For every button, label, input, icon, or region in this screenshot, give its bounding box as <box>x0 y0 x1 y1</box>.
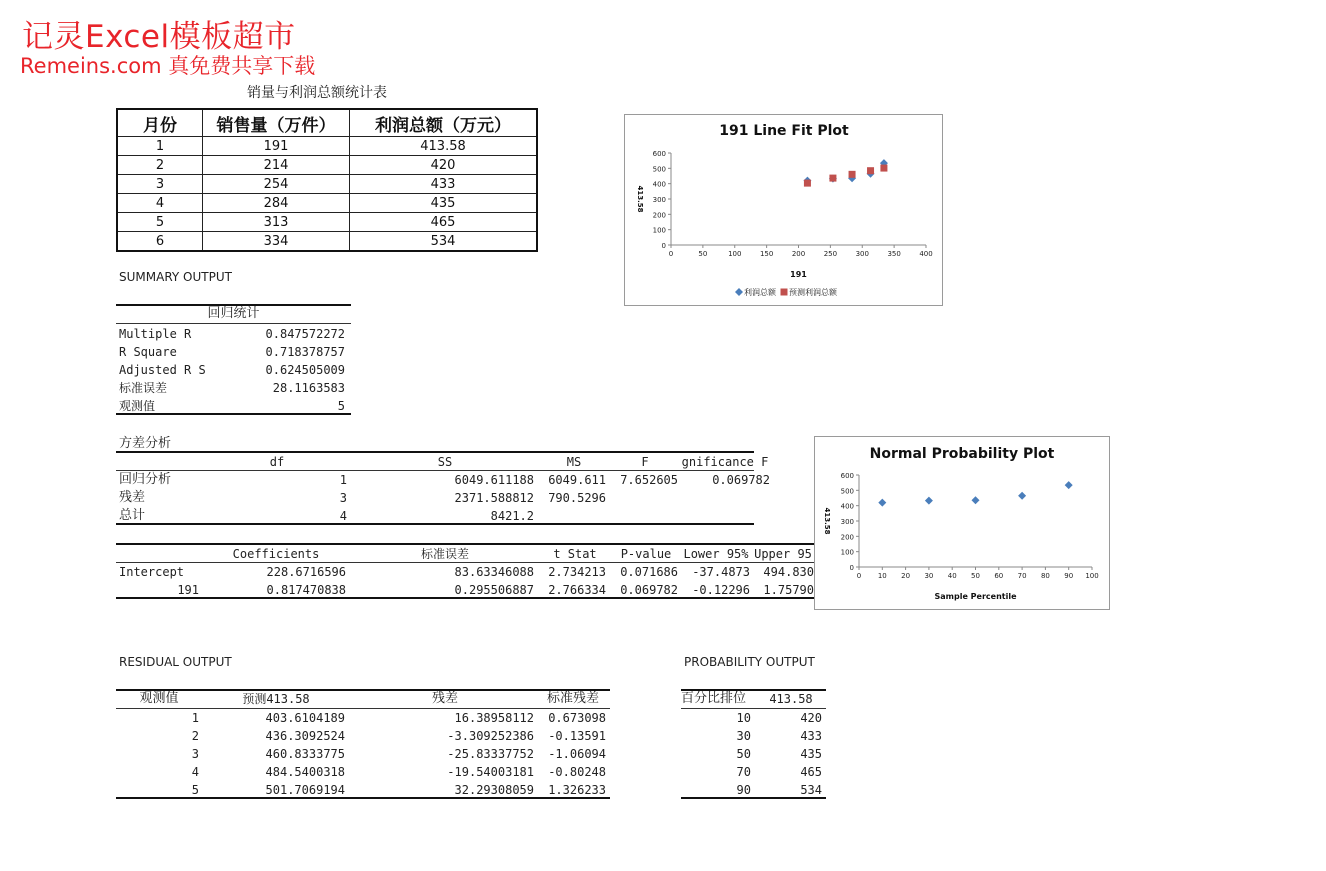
anova-row-label: 总计 <box>119 508 146 523</box>
legend-marker <box>735 288 743 296</box>
summary-label: Adjusted R S <box>119 363 206 377</box>
anova-header-cell: MS <box>566 455 582 469</box>
x-tick-label: 40 <box>947 572 957 580</box>
residual-value: -0.13591 <box>548 729 606 743</box>
data-point <box>878 499 886 507</box>
probability-value: 433 <box>800 729 822 743</box>
table-cell: 5 <box>117 213 203 232</box>
probability-value: 90 <box>736 783 751 797</box>
x-tick-label: 10 <box>877 572 887 580</box>
x-tick-label: 80 <box>1040 572 1050 580</box>
coef-value: 83.63346088 <box>454 565 534 579</box>
anova-value: 2371.588812 <box>454 491 534 505</box>
anova-header-cell: gnificance F <box>681 455 769 469</box>
x-tick-label: 50 <box>698 250 708 258</box>
normal-probability-plot-svg <box>815 437 1109 609</box>
watermark-title: 记灵Excel模板超市 <box>22 19 296 55</box>
y-tick-label: 100 <box>652 226 666 235</box>
residual-value: 484.5400318 <box>265 765 345 779</box>
legend-entry: 利润总额 <box>744 288 776 297</box>
anova-header-cell: F <box>641 455 649 469</box>
x-tick-label: 90 <box>1064 572 1074 580</box>
probability-value: 465 <box>800 765 822 779</box>
residual-value: -1.06094 <box>548 747 606 761</box>
data-point <box>880 165 887 172</box>
table-cell: 534 <box>350 232 538 252</box>
table-cell: 3 <box>117 175 203 194</box>
residual-value: 4 <box>191 765 199 779</box>
anova-value: 0.069782 <box>712 473 770 487</box>
table-cell: 214 <box>203 156 350 175</box>
residual-value: 403.6104189 <box>265 711 345 725</box>
residual-value: -3.309252386 <box>447 729 534 743</box>
table-row <box>117 156 537 175</box>
table-row <box>117 194 537 213</box>
probability-value: 50 <box>736 747 751 761</box>
probability-value: 420 <box>800 711 822 725</box>
x-tick-label: 30 <box>924 572 934 580</box>
anova-title: 方差分析 <box>119 436 172 451</box>
series-0 <box>803 159 888 184</box>
coef-header-cell: Coefficients <box>232 547 320 561</box>
table-cell: 1 <box>117 137 203 156</box>
residual-value: 2 <box>191 729 199 743</box>
coef-value: 0.069782 <box>620 583 678 597</box>
residual-value: -25.83337752 <box>447 747 534 761</box>
chart-title: Normal Probability Plot <box>869 446 1055 462</box>
residual-value: 460.8333775 <box>265 747 345 761</box>
residual-value: 436.3092524 <box>265 729 345 743</box>
y-tick-label: 400 <box>652 180 666 189</box>
data-point <box>1065 481 1073 489</box>
y-tick-label: 500 <box>840 487 854 496</box>
data-point <box>925 497 933 505</box>
watermark-subtitle: Remeins.com 真免费共享下载 <box>20 54 316 78</box>
coef-header-cell: Lower 95% <box>683 547 749 561</box>
series-0 <box>878 481 1072 506</box>
table-cell: 254 <box>203 175 350 194</box>
residual-value: 0.673098 <box>548 711 606 725</box>
residual-value: -19.54003181 <box>447 765 534 779</box>
line-fit-chart[interactable] <box>624 114 943 306</box>
residual-title: RESIDUAL OUTPUT <box>119 655 232 669</box>
probability-value: 30 <box>736 729 751 743</box>
table-cell: 4 <box>117 194 203 213</box>
anova-row-label: 回归分析 <box>119 472 172 487</box>
residual-value: 3 <box>191 747 199 761</box>
table-row <box>117 213 537 232</box>
anova-value: 7.652605 <box>620 473 678 487</box>
y-tick-label: 0 <box>849 564 854 572</box>
coef-header-cell: P-value <box>620 547 672 561</box>
probability-title: PROBABILITY OUTPUT <box>684 655 815 669</box>
coef-value: 2.734213 <box>548 565 606 579</box>
x-tick-label: 350 <box>887 250 901 258</box>
table-cell: 465 <box>350 213 538 232</box>
x-tick-label: 100 <box>728 250 742 258</box>
coef-row-label: 191 <box>177 583 199 597</box>
legend-entry: 预测利润总额 <box>789 288 837 297</box>
y-tick-label: 600 <box>652 150 666 158</box>
table-cell: 413.58 <box>350 137 538 156</box>
summary-title: SUMMARY OUTPUT <box>119 270 232 284</box>
summary-label: Multiple R <box>119 327 192 341</box>
table-cell: 334 <box>203 232 350 252</box>
x-tick-label: 60 <box>994 572 1004 580</box>
probability-value: 10 <box>736 711 751 725</box>
header-month: 月份 <box>117 109 203 137</box>
residual-header-cell: 预测413.58 <box>242 692 310 706</box>
residual-value: 1 <box>191 711 199 725</box>
normal-probability-chart[interactable] <box>814 436 1110 610</box>
table-cell: 435 <box>350 194 538 213</box>
residual-value: 32.29308059 <box>454 783 534 797</box>
anova-value: 790.5296 <box>548 491 606 505</box>
summary-label: 标准误差 <box>119 381 168 395</box>
y-tick-label: 100 <box>840 548 854 557</box>
y-tick-label: 500 <box>652 165 666 174</box>
x-axis-label: 191 <box>790 270 807 279</box>
y-tick-label: 200 <box>652 211 666 220</box>
y-axis-label: 413.58 <box>636 185 644 213</box>
x-tick-label: 0 <box>668 250 674 258</box>
y-axis-label: 413.58 <box>823 507 831 535</box>
anova-header-cell: df <box>269 455 285 469</box>
residual-value: 1.326233 <box>548 783 606 797</box>
y-tick-label: 200 <box>840 533 854 542</box>
table-cell: 2 <box>117 156 203 175</box>
coef-header-cell: Upper 95 <box>754 547 812 561</box>
x-tick-label: 0 <box>856 572 862 580</box>
coef-value: 0.071686 <box>620 565 678 579</box>
line-fit-plot-svg <box>625 115 942 305</box>
coef-header-cell: t Stat <box>553 547 597 561</box>
anova-header-cell: SS <box>437 455 453 469</box>
x-tick-label: 300 <box>855 250 869 258</box>
y-tick-label: 300 <box>840 518 854 526</box>
anova-value: 6049.611 <box>548 473 606 487</box>
table-cell: 284 <box>203 194 350 213</box>
table-cell: 6 <box>117 232 203 252</box>
residual-value: 16.38958112 <box>454 711 534 725</box>
table-cell: 420 <box>350 156 538 175</box>
y-tick-label: 300 <box>652 196 666 204</box>
residual-value: -0.80248 <box>548 765 606 779</box>
table-row <box>117 175 537 194</box>
series-1 <box>804 165 888 187</box>
coef-value: -37.4873 <box>692 565 750 579</box>
x-tick-label: 400 <box>919 250 933 258</box>
x-tick-label: 150 <box>759 250 774 258</box>
anova-row-label: 残差 <box>119 490 146 505</box>
table-row <box>117 232 537 252</box>
data-point <box>867 167 874 174</box>
y-tick-label: 0 <box>661 242 666 250</box>
regression-stats-header: 回归统计 <box>207 306 260 321</box>
header-profit: 利润总额（万元） <box>350 109 538 137</box>
summary-value: 0.847572272 <box>265 327 345 341</box>
probability-value: 534 <box>800 783 822 797</box>
coef-value: 1.75790 <box>763 583 814 597</box>
table-cell: 313 <box>203 213 350 232</box>
probability-value: 435 <box>800 747 822 761</box>
data-point <box>972 496 980 504</box>
summary-value: 28.1163583 <box>272 381 345 395</box>
coef-row-label: Intercept <box>119 565 185 579</box>
anova-value: 4 <box>339 509 347 523</box>
data-point <box>804 180 811 187</box>
residual-value: 501.7069194 <box>265 783 345 797</box>
residual-header-cell: 观测值 <box>139 691 179 706</box>
x-axis-label: Sample Percentile <box>934 592 1017 601</box>
coef-value: 2.766334 <box>548 583 606 597</box>
probability-header-cell: 413.58 <box>769 692 813 706</box>
coef-value: 0.295506887 <box>454 583 534 597</box>
data-point <box>1018 492 1026 500</box>
summary-label: R Square <box>119 345 177 359</box>
header-sales: 销售量（万件） <box>203 109 350 137</box>
y-tick-label: 400 <box>840 502 854 511</box>
summary-value: 0.624505009 <box>265 363 345 377</box>
probability-value: 70 <box>736 765 751 779</box>
chart-title: 191 Line Fit Plot <box>719 123 849 139</box>
table-cell: 433 <box>350 175 538 194</box>
anova-value: 6049.611188 <box>454 473 534 487</box>
x-tick-label: 20 <box>901 572 911 580</box>
coef-value: 228.6716596 <box>266 565 346 579</box>
coef-value: -0.12296 <box>692 583 750 597</box>
summary-value: 0.718378757 <box>265 345 345 359</box>
summary-value: 5 <box>337 399 345 413</box>
residual-value: 5 <box>191 783 199 797</box>
table-cell: 191 <box>203 137 350 156</box>
x-tick-label: 200 <box>791 250 806 258</box>
coef-value: 494.830 <box>763 565 814 579</box>
anova-value: 1 <box>339 473 347 487</box>
x-tick-label: 250 <box>823 250 838 258</box>
anova-value: 8421.2 <box>490 509 534 523</box>
residual-header-cell: 标准残差 <box>546 691 599 706</box>
coef-value: 0.817470838 <box>266 583 346 597</box>
residual-header-cell: 残差 <box>431 691 458 706</box>
table-title: 销量与利润总额统计表 <box>247 85 387 101</box>
legend-marker <box>781 289 788 296</box>
coef-header-cell: 标准误差 <box>420 547 469 561</box>
table-row <box>117 137 537 156</box>
probability-header-cell: 百分比排位 <box>681 691 747 706</box>
summary-label: 观测值 <box>119 399 156 413</box>
y-tick-label: 600 <box>840 472 854 480</box>
sales-profit-table <box>116 108 538 252</box>
x-tick-label: 50 <box>971 572 980 580</box>
data-point <box>829 175 836 182</box>
x-tick-label: 100 <box>1085 572 1099 580</box>
anova-value: 3 <box>339 491 347 505</box>
data-point <box>849 171 856 178</box>
x-tick-label: 70 <box>1017 572 1027 580</box>
